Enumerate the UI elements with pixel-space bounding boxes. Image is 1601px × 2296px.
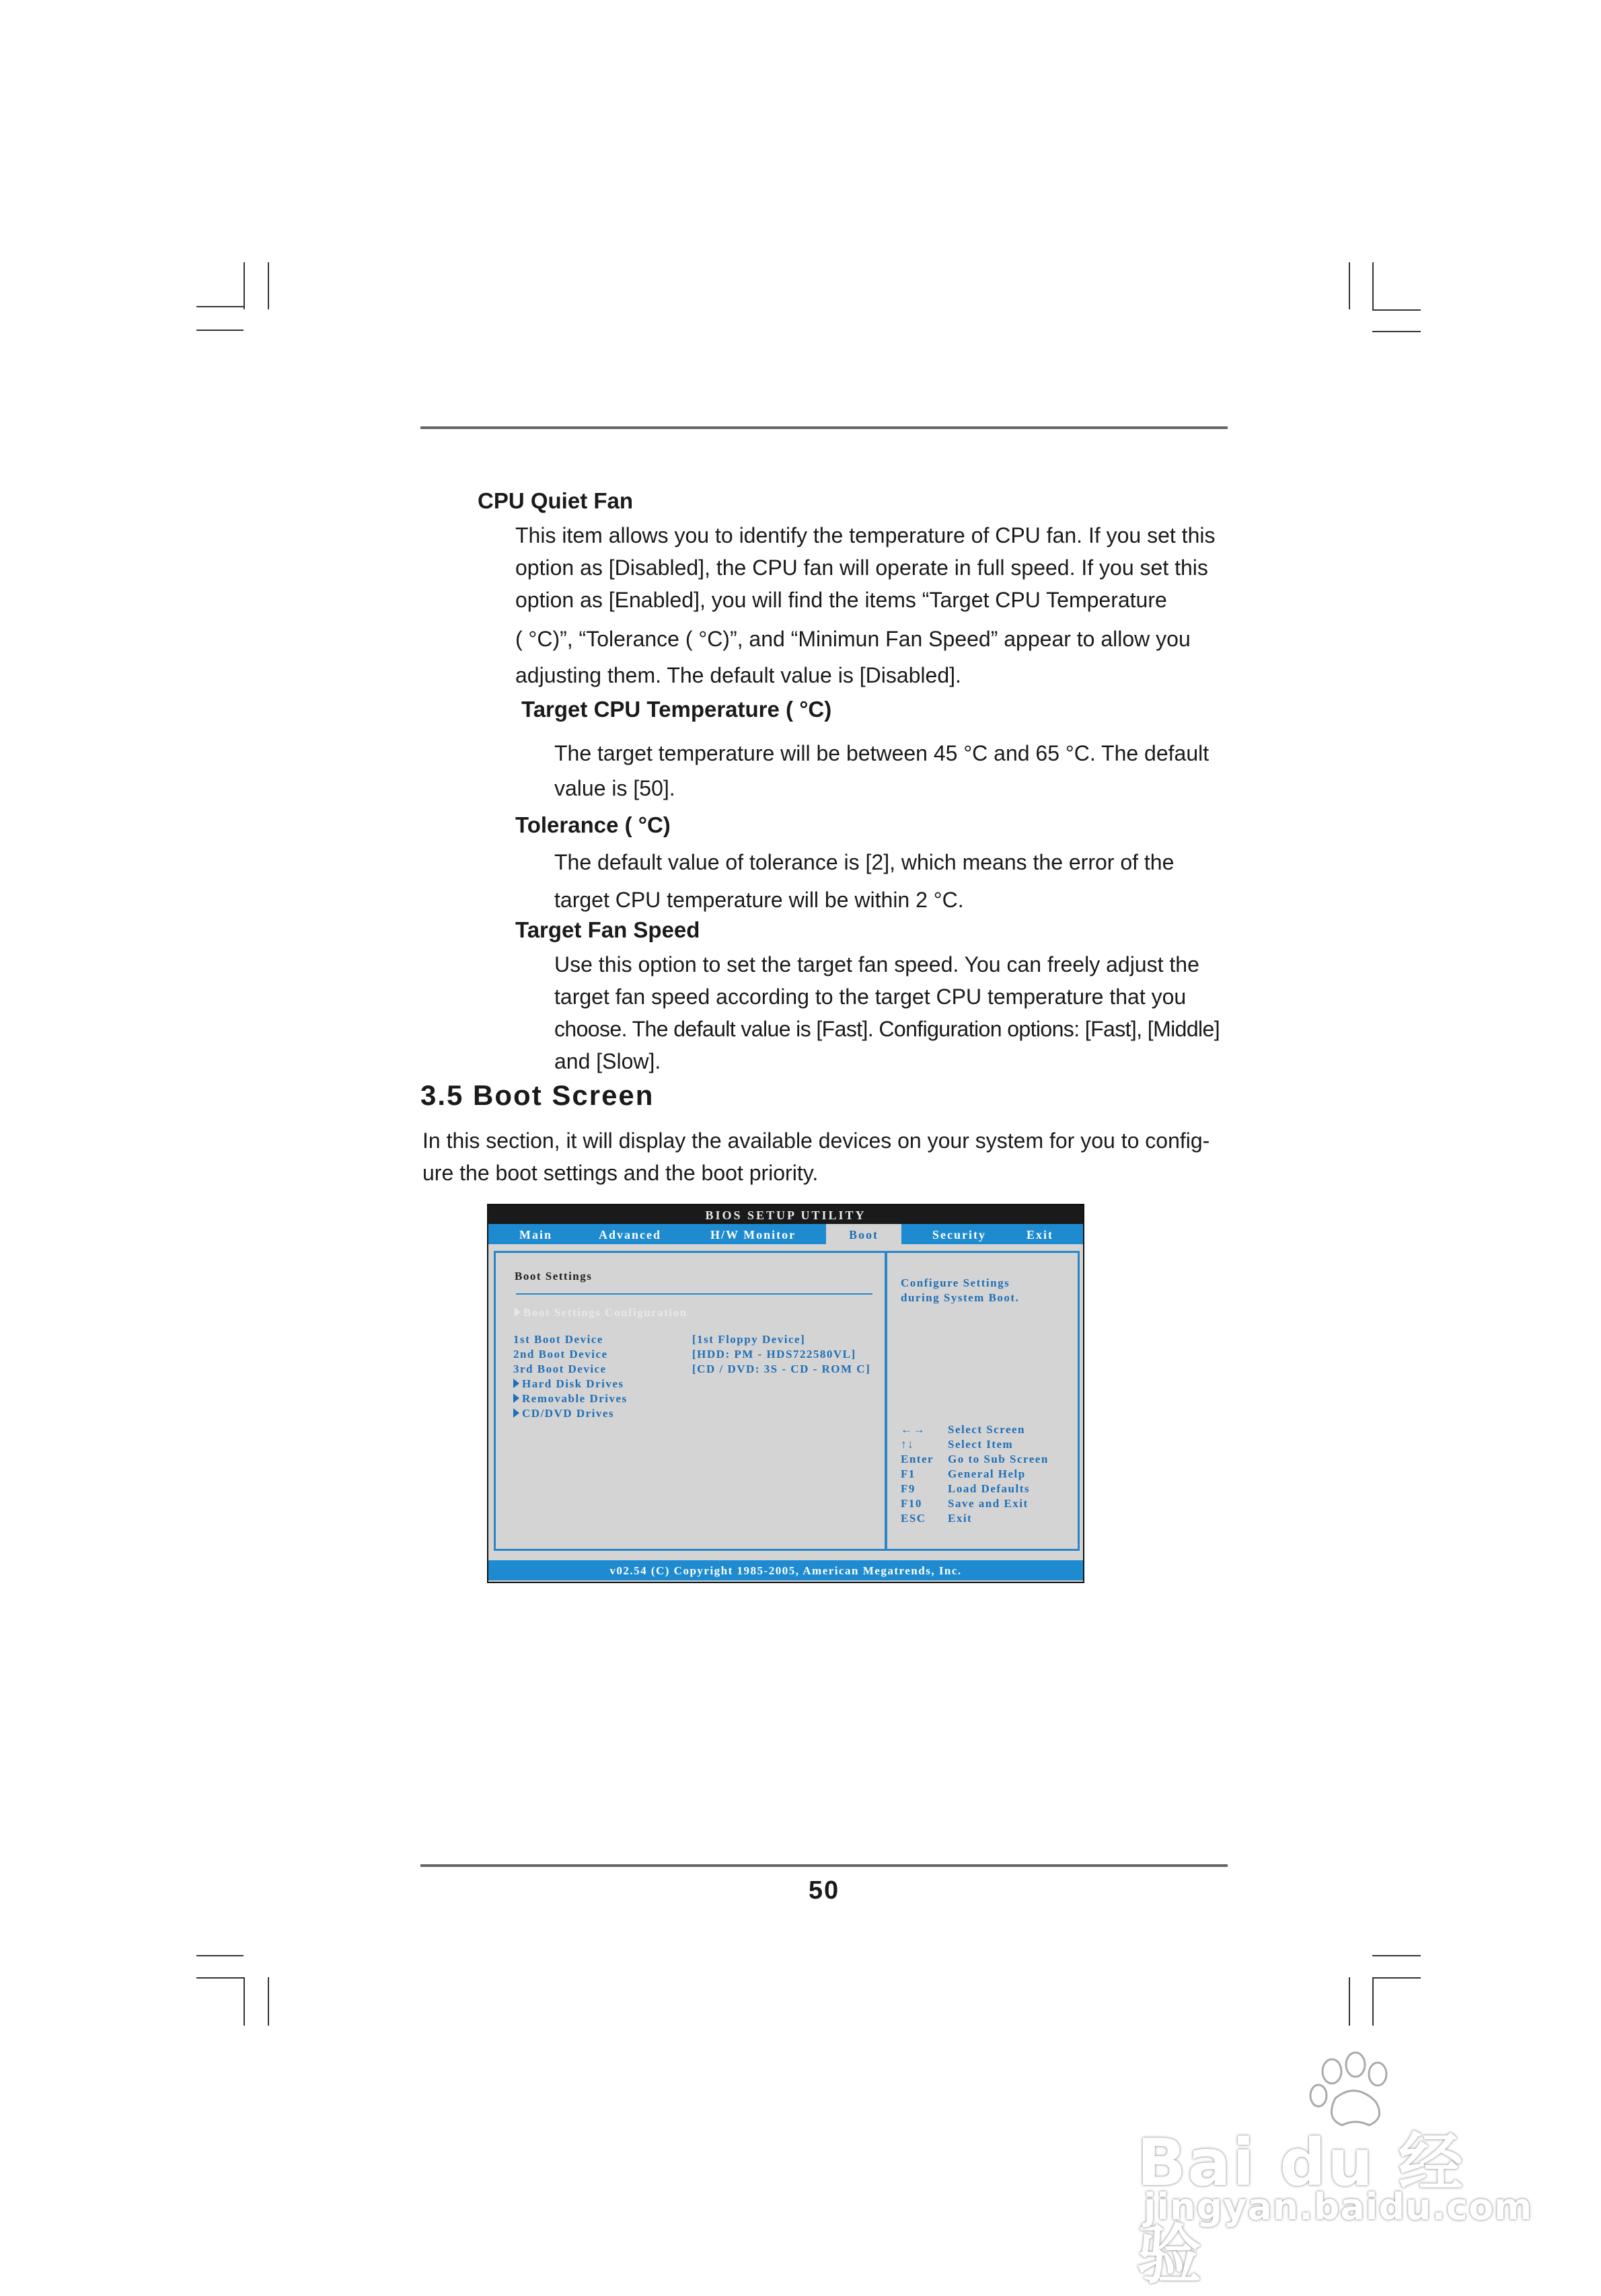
bios-key: F1 [901, 1467, 916, 1480]
tab-hw-monitor[interactable]: H/W Monitor [710, 1228, 796, 1241]
bios-key: Enter [901, 1453, 934, 1465]
crop-mark [196, 330, 244, 331]
crop-mark [1372, 1977, 1374, 2026]
tab-boot[interactable]: Boot [826, 1224, 901, 1244]
tab-exit[interactable]: Exit [1027, 1228, 1054, 1241]
bios-key-action: Go to Sub Screen [948, 1453, 1049, 1465]
paragraph-line: The default value of tolerance is [2], which means the error of the [554, 850, 1175, 874]
tab-security[interactable]: Security [932, 1228, 986, 1241]
bios-left-panel [494, 1251, 887, 1551]
bios-boot-device-value[interactable]: [CD / DVD: 3S - CD - ROM C] [692, 1363, 871, 1375]
crop-mark [1349, 1977, 1350, 2026]
crop-mark [1372, 262, 1374, 309]
bios-submenu-label: Removable Drives [522, 1392, 628, 1405]
crop-mark [268, 1977, 269, 2026]
paragraph-line: target fan speed according to the target CPU temperature that you [554, 985, 1187, 1009]
crop-mark [1372, 331, 1421, 332]
heading-cpu-quiet-fan: CPU Quiet Fan [478, 488, 634, 513]
bios-key: ←→ [901, 1423, 926, 1436]
bios-menu-bar [488, 1224, 1083, 1244]
paragraph-line: This item allows you to identify the temperature of CPU fan. If you set this [515, 523, 1216, 547]
watermark-brand: Bai du 经验 [1137, 2125, 1464, 2293]
bios-key-action: Save and Exit [948, 1497, 1029, 1510]
bios-help-panel [885, 1251, 1080, 1551]
paragraph-line: target CPU temperature will be within 2 °C. [554, 888, 964, 912]
bios-config-label: Boot Settings Configuration [523, 1306, 687, 1319]
bios-key: ↑↓ [901, 1438, 914, 1451]
crop-mark [1372, 1955, 1421, 1956]
section-heading-boot-screen: 3.5 Boot Screen [420, 1079, 655, 1111]
submenu-arrow-icon [513, 1393, 519, 1403]
paragraph-line: Use this option to set the target fan speed. You can freely adjust the [554, 952, 1199, 977]
bios-submenu-hard-disk-drives[interactable] [513, 1377, 624, 1391]
paragraph-line: In this section, it will display the available devices on your system for you to config- [422, 1128, 1210, 1153]
heading-target-cpu-temperature: Target CPU Temperature ( °C) [521, 697, 832, 722]
bios-boot-device-value[interactable]: [1st Floppy Device] [692, 1333, 806, 1346]
paragraph-line: and [Slow]. [554, 1049, 661, 1073]
submenu-arrow-icon [515, 1307, 521, 1317]
crop-mark [244, 262, 245, 309]
bios-key: ESC [901, 1512, 926, 1525]
bios-key-action: Load Defaults [948, 1482, 1030, 1495]
bios-boot-device-label[interactable]: 3rd Boot Device [513, 1363, 607, 1375]
crop-mark [1372, 1977, 1421, 1979]
header-rule [420, 426, 1228, 429]
bios-screenshot [487, 1204, 1084, 1583]
paragraph-line: choose. The default value is [Fast]. Configuration options: [Fast], [Middle] [554, 1017, 1220, 1041]
bios-boot-device-label[interactable]: 1st Boot Device [513, 1333, 603, 1346]
paragraph-line: option as [Enabled], you will find the items “Target CPU Temperature [515, 588, 1167, 612]
bios-key: F10 [901, 1497, 922, 1510]
heading-tolerance: Tolerance ( °C) [515, 812, 671, 837]
bios-boot-device-value[interactable]: [HDD: PM - HDS722580VL] [692, 1348, 856, 1361]
bios-separator [516, 1293, 872, 1295]
crop-mark [196, 306, 244, 307]
crop-mark [196, 1977, 244, 1979]
paragraph-line: value is [50]. [554, 776, 675, 800]
paragraph-line: The target temperature will be between 45 °C and 65 °C. The default [554, 741, 1209, 765]
bios-help-line: Configure Settings [901, 1276, 1010, 1289]
bios-footer: v02.54 (C) Copyright 1985-2005, American Megatrends, Inc. [488, 1560, 1083, 1580]
bios-submenu-cd-dvd-drives[interactable] [513, 1406, 614, 1421]
bios-key-action: Select Screen [948, 1423, 1026, 1436]
bios-submenu-label: CD/DVD Drives [522, 1407, 615, 1420]
crop-mark [196, 1955, 244, 1956]
submenu-arrow-icon [513, 1379, 519, 1388]
crop-mark [1349, 262, 1350, 309]
bios-key-action: Exit [948, 1512, 973, 1525]
crop-mark [1372, 309, 1421, 311]
bios-help-line: during System Boot. [901, 1291, 1020, 1304]
bios-panel-title: Boot Settings [515, 1270, 593, 1283]
paragraph-line: option as [Disabled], the CPU fan will operate in full speed. If you set this [515, 556, 1208, 580]
watermark-url: jingyan.baidu.com [1144, 2186, 1533, 2228]
crop-mark [244, 1977, 245, 2026]
bios-key-action: Select Item [948, 1438, 1014, 1451]
bios-boot-settings-configuration[interactable] [515, 1305, 687, 1320]
tab-main[interactable]: Main [519, 1228, 553, 1241]
heading-target-fan-speed: Target Fan Speed [515, 917, 700, 942]
baidu-watermark [1137, 2051, 1533, 2293]
crop-mark [268, 262, 269, 309]
bios-key: F9 [901, 1482, 916, 1495]
bios-submenu-label: Hard Disk Drives [522, 1377, 624, 1390]
paragraph-line: adjusting them. The default value is [Disabled]. [515, 663, 961, 687]
bios-submenu-removable-drives[interactable] [513, 1391, 628, 1406]
submenu-arrow-icon [513, 1408, 519, 1418]
bios-boot-device-label[interactable]: 2nd Boot Device [513, 1348, 608, 1361]
footer-rule [420, 1864, 1228, 1867]
page-number: 50 [808, 1876, 840, 1905]
paragraph-line: ure the boot settings and the boot priority. [422, 1161, 819, 1185]
tab-advanced[interactable]: Advanced [599, 1228, 662, 1241]
bios-title: BIOS SETUP UTILITY [488, 1205, 1083, 1224]
bios-key-action: General Help [948, 1467, 1026, 1480]
paragraph-line: ( °C)”, “Tolerance ( °C)”, and “Minimun Fan Speed” appear to allow you [515, 627, 1191, 651]
